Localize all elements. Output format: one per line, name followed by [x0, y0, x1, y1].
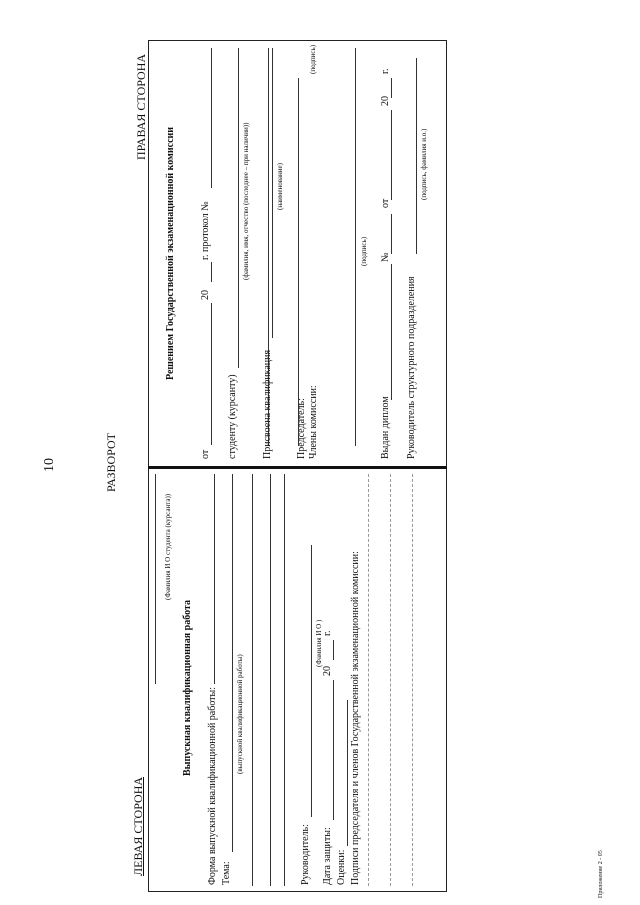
members-line	[355, 48, 357, 446]
form-line	[214, 474, 216, 684]
left-title: Выпускная квалификационная работа	[182, 599, 193, 776]
student-name-line	[155, 474, 157, 684]
number-line	[391, 214, 393, 254]
page-number: 10	[42, 458, 57, 472]
head-line	[416, 58, 418, 254]
qualification-line-2	[298, 78, 300, 446]
head-label: Руководитель структурного подразделения	[406, 276, 417, 459]
frame-left-edge	[148, 468, 149, 892]
left-signature-line-3	[412, 474, 414, 886]
defense-date-line	[333, 680, 335, 820]
left-side-label: ЛЕВАЯ СТОРОНА	[131, 776, 145, 876]
from2-line	[391, 110, 393, 200]
topic-line-4	[284, 474, 286, 886]
supervisor-label: Руководитель:	[300, 824, 311, 885]
left-signature-line-2	[390, 474, 392, 886]
grades-line	[347, 700, 349, 846]
defense-year-prefix: 20	[322, 666, 333, 676]
defense-year-suffix: г.	[322, 630, 333, 636]
appendix-note: Приложение 2 - 05	[598, 850, 604, 898]
protocol-label: г. протокол №	[200, 201, 211, 260]
student-label: студенту (курсанту)	[227, 374, 238, 459]
chairman-label: Председатель:	[296, 398, 307, 459]
qualification-line	[272, 48, 274, 338]
diploma-line	[391, 264, 393, 400]
grades-label: Оценки:	[336, 849, 347, 885]
right-side-label: ПРАВАЯ СТОРОНА	[134, 53, 148, 160]
qualification-label: Присвоена квалификация	[262, 349, 273, 459]
topic-line	[232, 474, 234, 852]
right-frame-top	[148, 40, 447, 41]
form-label: Форма выпускной квалификационной работы:	[207, 686, 218, 885]
student-caption: (Фамилия И О студента (курсанта))	[164, 493, 172, 600]
head-caption: (подпись, фамилия и.о.)	[420, 128, 428, 200]
from-year-prefix: 20	[200, 290, 211, 300]
supervisor-line	[311, 545, 313, 817]
right-student-caption: (фамилия, имя, отчество (последнее – при наличии))	[242, 122, 250, 280]
defense-date-label: Дата защиты:	[322, 827, 333, 885]
number-label: №	[380, 252, 391, 262]
right-title: Решением Государственной экзаменационной комиссии	[165, 126, 176, 380]
supervisor-caption: (Фамилия И О )	[315, 619, 323, 667]
left-signature-line-1	[368, 474, 370, 886]
fold-line	[148, 466, 447, 469]
from-label: от	[200, 449, 211, 459]
from2-year-line	[391, 78, 393, 98]
protocol-line	[211, 48, 213, 188]
members-caption: (подпись)	[360, 236, 368, 266]
qualification-caption: (наименование)	[276, 163, 284, 210]
signature-caption-1: (подпись)	[309, 44, 317, 74]
from-year-line	[211, 262, 213, 282]
topic-line-2	[252, 474, 254, 886]
topic-caption: (выпускной квалификационной работы)	[236, 654, 244, 774]
diploma-label: Выдан диплом	[380, 396, 391, 459]
from2-year-suffix: г.	[380, 68, 391, 74]
defense-year-line	[333, 640, 335, 660]
from2-year-prefix: 20	[380, 96, 391, 106]
spread-label: РАЗВОРОТ	[104, 432, 118, 492]
from2-label: от	[380, 198, 391, 208]
signatures-label: Подписи председателя и членов Государственной экзаменационной комиссии:	[350, 551, 361, 885]
topic-line-3	[270, 474, 272, 886]
from-date-line	[211, 303, 213, 445]
members-label: Члены комиссии:	[308, 385, 319, 459]
frame-bottom-edge	[148, 891, 447, 892]
student-line	[238, 48, 240, 368]
topic-label: Тема:	[221, 861, 232, 885]
